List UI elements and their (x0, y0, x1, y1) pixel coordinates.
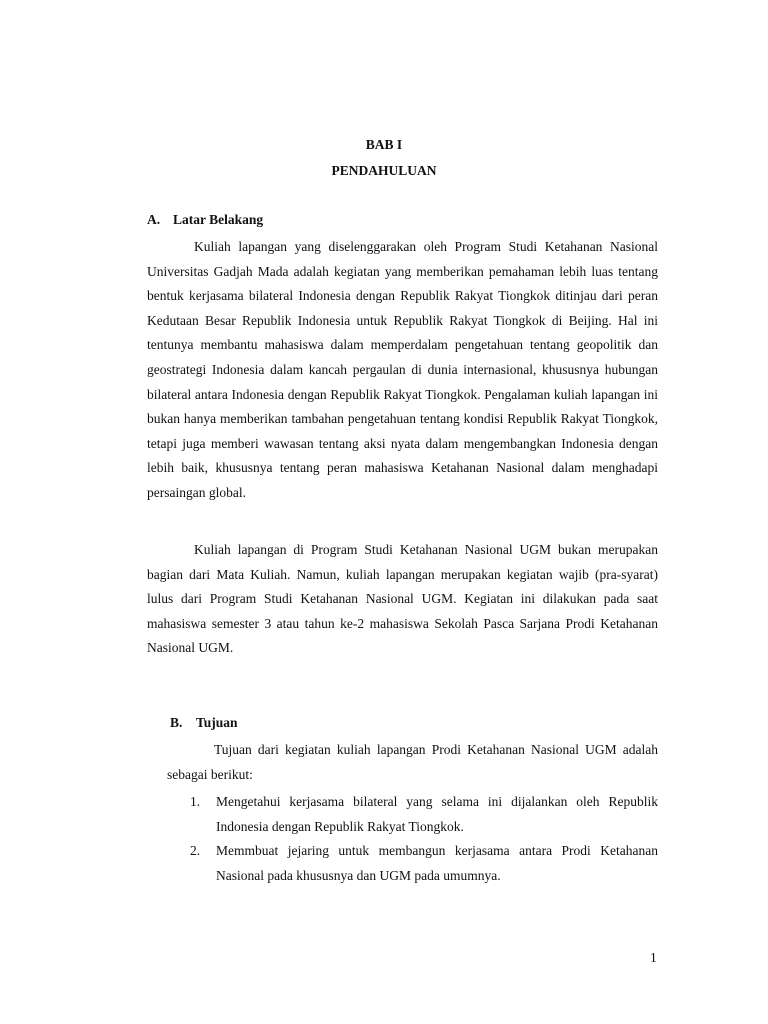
section-a-paragraph-1: Kuliah lapangan yang diselenggarakan oleh Program Studi Ketahanan Nasional Universitas Gadjah Mada adalah kegiatan yang memberikan pemahaman lebih luas tentang bentuk kerjasama bilateral Indonesia dengan Republik Rakyat Tiongkok ditinjau dari peran Kedutaan Besar Republik Indonesia untuk Republik Rakyat Tiongkok di Beijing. Hal ini tentunya membantu mahasiswa dalam memperdalam pengetahuan tentang geopolitik dan geostrategi Indonesia dalam kancah pergaulan di dunia internasional, khususnya hubungan bilateral antara Indonesia dengan Republik Rakyat Tiongkok. Pengalaman kuliah lapangan ini bukan hanya memberikan tambahan pengetahuan tentang kondisi Republik Rakyat Tiongkok, tetapi juga memberi wawasan tentang aksi nyata dalam mengembangkan Indonesia dengan lebih baik, khususnya tentang peran mahasiswa Ketahanan Nasional dalam menghadapi persaingan global. (147, 239, 658, 500)
section-a-marker: A. (147, 212, 161, 227)
section-a-paragraph-2: Kuliah lapangan di Program Studi Ketahanan Nasional UGM bukan merupakan bagian dari Mata Kuliah. Namun, kuliah lapangan merupakan kegiatan wajib (pra-syarat) lulus dari Program Studi Ketahanan Nasional UGM. Kegiatan ini dilakukan pada saat mahasiswa semester 3 atau tahun ke-2 mahasiswa Sekolah Pasca Sarjana Prodi Ketahanan Nasional UGM. (147, 542, 658, 656)
section-a-title: Latar Belakang (173, 212, 264, 227)
section-a-heading (147, 212, 263, 228)
list-text: Mengetahui kerjasama bilateral yang selama ini dijalankan oleh Republik Indonesia dengan Republik Rakyat Tiongkok. (216, 794, 658, 834)
section-b-title: Tujuan (196, 715, 238, 730)
list-number: 2. (190, 843, 201, 858)
list-text: Memmbuat jejaring untuk membangun kerjasama antara Prodi Ketahanan Nasional pada khususnya dan UGM pada umumnya. (216, 843, 658, 883)
chapter-label: BAB I (365, 137, 403, 152)
section-b-intro: Tujuan dari kegiatan kuliah lapangan Prodi Ketahanan Nasional UGM adalah sebagai berikut: (167, 742, 658, 782)
section-b-marker: B. (170, 715, 183, 730)
section-b-heading (170, 715, 238, 731)
list-item (190, 839, 658, 888)
chapter-title: PENDAHULUAN (331, 163, 437, 178)
page-number: 1 (650, 950, 657, 965)
list-item (190, 790, 658, 839)
list-number: 1. (190, 794, 201, 809)
